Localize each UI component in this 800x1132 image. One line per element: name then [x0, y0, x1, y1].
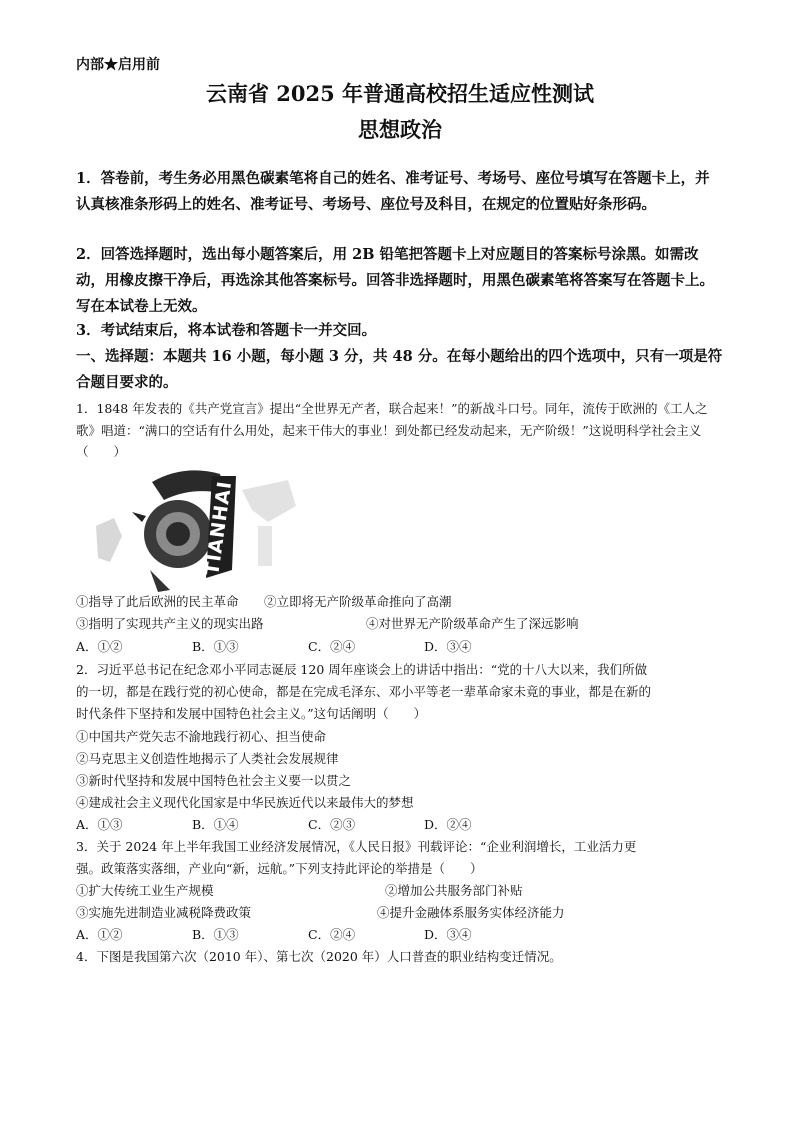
question-1-statement-2: ②立即将无产阶级革命推向了高潮 [264, 594, 452, 609]
question-2-stem-line-1: 2．习近平总书记在纪念邓小平同志诞辰 120 周年座谈会上的讲话中指出：“党的十八大以来，我们所做 [76, 662, 648, 677]
question-4-stem: 4．下图是我国第六次（2010 年）、第七次（2020 年）人口普查的职业结构变迁情况。 [76, 949, 562, 964]
question-2-stem-line-3: 时代条件下坚持和发展中国特色社会主义。”这句话阐明（ ） [76, 706, 427, 721]
question-1-option-d[interactable]: D．③④ [424, 639, 472, 654]
question-3-statement-4: ④提升金融体系服务实体经济能力 [377, 905, 565, 920]
question-2-stem-line-2: 的一切，都是在践行党的初心使命，都是在完成毛泽东、邓小平等老一辈革命家未竟的事业，都是在新的 [76, 684, 652, 699]
question-3-option-b[interactable]: B．①③ [192, 927, 239, 942]
question-1-statement-3: ③指明了实现共产主义的现实出路 [76, 616, 264, 631]
question-3-statement-1: ①扩大传统工业生产规模 [76, 883, 214, 898]
question-3-option-d[interactable]: D．③④ [424, 927, 472, 942]
question-2-statement-2: ②马克思主义创造性地揭示了人类社会发展规律 [76, 751, 339, 766]
question-2-statement-4: ④建成社会主义现代化国家是中华民族近代以来最伟大的梦想 [76, 795, 414, 810]
question-1-statement-1: ①指导了此后欧洲的民主革命 [76, 594, 239, 609]
question-3-stem-line-2: 强。政策落实落细，产业向“新，远航。”下列支持此评论的举措是（ ） [76, 861, 483, 876]
question-1-stem: 1．1848 年发表的《共产党宣言》提出“全世界无产者，联合起来！”的新战斗口号。同年，流传于欧洲的《工人之歌》唱道：“满口的空话有什么用处，起来干伟大的事业！到处都已经发动起来，无产阶级！”这说明科学社会主义（ ） [76, 401, 708, 459]
question-3-options [76, 925, 472, 945]
question-2-option-a[interactable]: A．①③ [76, 817, 123, 832]
instruction-3: 3．考试结束后，将本试卷和答题卡一并交回。 [76, 322, 377, 339]
question-3-option-a[interactable]: A．①② [76, 927, 123, 942]
exam-title: 云南省 2025 年普通高校招生适应性测试 [205, 81, 595, 106]
question-3-statement-2: ②增加公共服务部门补贴 [385, 883, 523, 898]
instruction-1: 1．答卷前，考生务必用黑色碳素笔将自己的姓名、准考证号、考场号、座位号填写在答题卡上，并认真核准条形码上的姓名、准考证号、考场号、座位号及科目，在规定的位置贴好条形码。 [76, 170, 710, 213]
question-3-statement-3: ③实施先进制造业减税降费政策 [76, 905, 252, 920]
instruction-2: 2．回答选择题时，选出每小题答案后，用 2B 铅笔把答题卡上对应题目的答案标号涂黑。如需改动，用橡皮擦干净后，再选涂其他答案标号。回答非选择题时，用黑色碳素笔将答案写在答题卡上。写在本试卷上无效。 [76, 246, 714, 315]
question-1-option-b[interactable]: B．①③ [192, 639, 239, 654]
question-2-option-d[interactable]: D．②④ [424, 817, 472, 832]
stamp-brand-text: TIANHAI [201, 479, 237, 577]
subject-title: 思想政治 [358, 117, 442, 142]
question-3-stem-line-1: 3．关于 2024 年上半年我国工业经济发展情况，《人民日报》刊载评论：“企业利润增长，工业活力更 [76, 839, 637, 854]
section-heading: 一、选择题：本题共 16 小题，每小题 3 分，共 48 分。在每小题给出的四个选项中，只有一项是符合题目要求的。 [76, 348, 723, 391]
question-1-option-a[interactable]: A．①② [76, 639, 123, 654]
confidential-label: 内部★启用前 [76, 57, 160, 73]
question-1-option-c[interactable]: C．②④ [308, 639, 356, 654]
question-2-statement-3: ③新时代坚持和发展中国特色社会主义要一以贯之 [76, 773, 352, 788]
question-2-option-c[interactable]: C．②③ [308, 817, 356, 832]
question-1-options [76, 637, 472, 657]
question-2-option-b[interactable]: B．①④ [192, 817, 239, 832]
question-1-statement-4: ④对世界无产阶级革命产生了深远影响 [366, 616, 579, 631]
tianhai-stamp-image [92, 466, 298, 594]
question-2-statement-1: ①中国共产党矢志不渝地践行初心、担当使命 [76, 729, 327, 744]
question-3-option-c[interactable]: C．②④ [308, 927, 356, 942]
question-2-options [76, 815, 472, 835]
